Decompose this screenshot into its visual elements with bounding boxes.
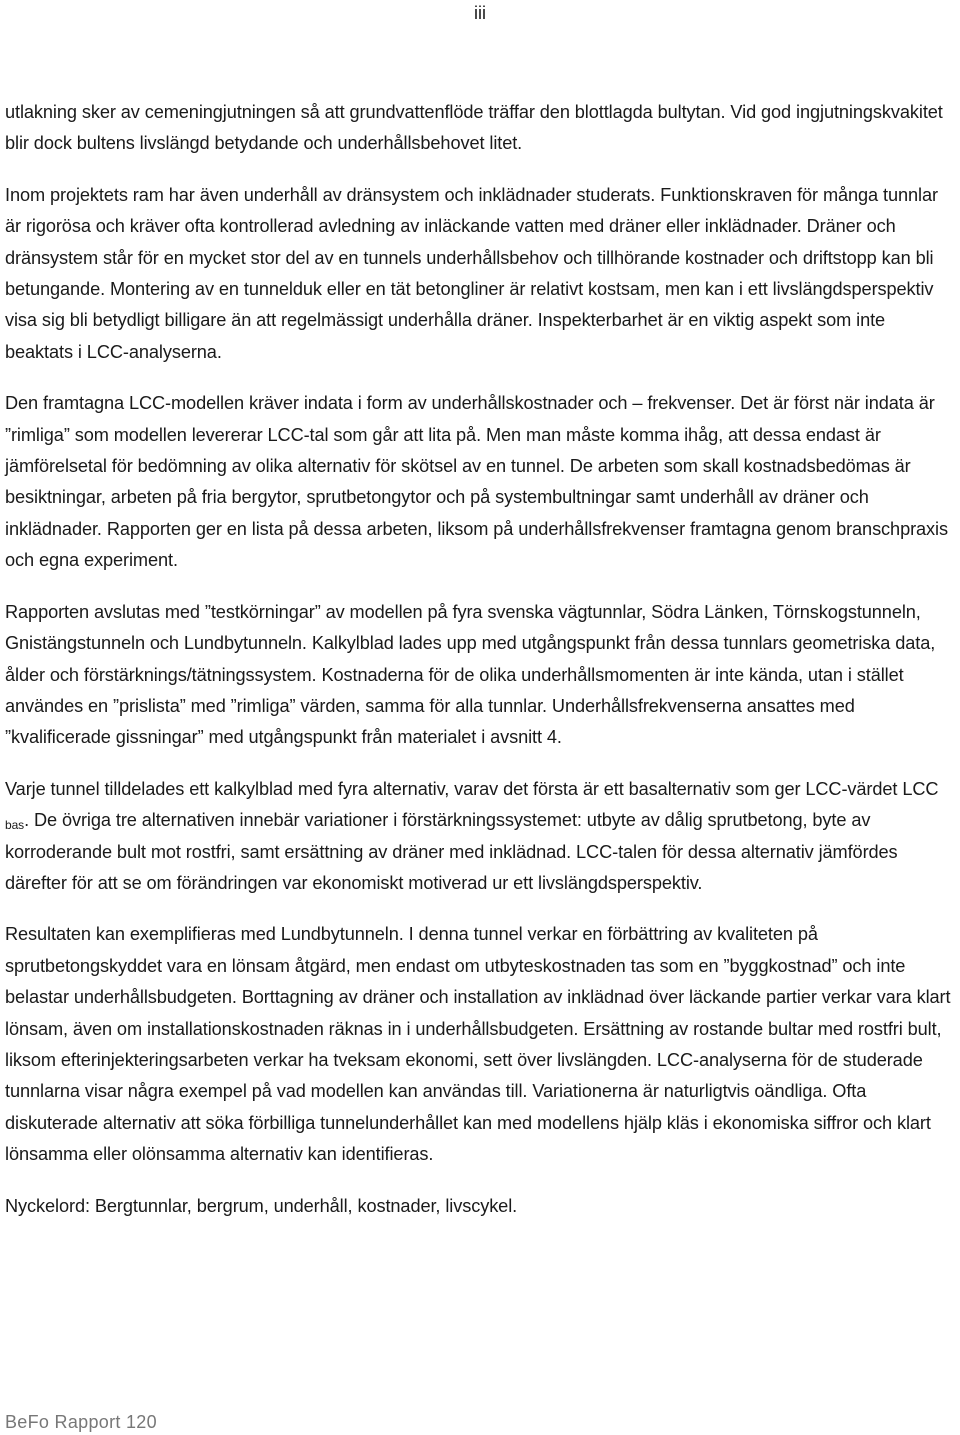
report-footer: BeFo Rapport 120 (5, 1412, 157, 1432)
paragraph-leaching: utlakning sker av cemeningjutningen så att grundvattenflöde träffar den blottlagda bultytan. Vid god ingjutningskvakitet blir dock bultens livslängd betydande och underhållsbehovet litet. (5, 102, 943, 154)
alternatives-text-end: . De övriga tre alternativen innebär variationer i förstärkningssystemet: utbyte av dålig sprutbetong, byte av korroderande bult mot rostfri, samt ersättning av dräner med inklädnad. LCC-talen för dessa alternativ jämfördes därefter för att se om förändringen var ekonomiskt motiverad ur ett livslängdsperspektiv. (5, 810, 898, 893)
lcc-bas-subscript: bas (5, 818, 25, 833)
paragraph-lcc-model-input: Den framtagna LCC-modellen kräver indata i form av underhållskostnader och – frekvenser. Det är först när indata är ”rimliga” som modellen levererar LCC-tal som går att lita på. Men man måste komma ihåg, att dessa endast är jämförelsetal för bedömning av olika alternativ för skötsel av en tunnel. De arbeten som skall kostnadsbedömas är besiktningar, arbeten på fria bergytor, sprutbetongytor och på systembultningar samt underhåll av dräner och inklädnader. Rapporten ger en lista på dessa arbeten, liksom på underhållsfrekvenser framtagna genom branschpraxis och egna experiment. (5, 393, 948, 571)
paragraph-drainage-systems: Inom projektets ram har även underhåll av dränsystem och inklädnader studerats. Funktionskraven för många tunnlar är rigorösa och kräver ofta kontrollerad avledning av inläckande vatten med dräner eller inklädnader. Dräner och dränsystem står för en mycket stor del av en tunnels underhållsbehov och tillhörande kostnader och driftstopp kan bli betungande. Montering av en tunnelduk eller en tät betongliner är relativt kostsam, men kan i ett livslängdsperspektiv visa sig bli betydligt billigare än att regelmässigt underhålla dräner. Inspekterbarhet är en viktig aspekt som inte beaktats i LCC-analyserna. (5, 184, 938, 362)
alternatives-text-start: Varje tunnel tilldelades ett kalkylblad med fyra alternativ, varav det första är ett basalternativ som ger LCC-värdet LCC (5, 778, 939, 799)
document-body (5, 97, 953, 1222)
paragraph-test-runs: Rapporten avslutas med ”testkörningar” av modellen på fyra svenska vägtunnlar, Södra Länken, Törnskogstunneln, Gnistängstunneln och Lundbytunneln. Kalkylblad lades upp med utgångspunkt från dessa tunnlars geometriska data, ålder och förstärknings/tätningssystem. Kostnaderna för de olika underhållsmomenten är inte kända, utan i stället användes en ”prislista” med ”rimliga” värden, samma för alla tunnlar. Underhållsfrekvenserna ansattes med ”kvalificerade gissningar” med utgångspunkt från materialet i avsnitt 4. (5, 601, 936, 748)
paragraph-keywords: Nyckelord: Bergtunnlar, bergrum, underhåll, kostnader, livscykel. (5, 1195, 518, 1216)
paragraph-alternatives (5, 774, 953, 900)
paragraph-results: Resultaten kan exemplifieras med Lundbytunneln. I denna tunnel verkar en förbättring av kvaliteten på sprutbetongskyddet vara en lönsam åtgärd, men endast om utbyteskostnaden tas som en ”byggkostnad” och inte belastar underhållsbudgeten. Borttagning av dräner och installation av inklädnad över läckande partier verkar vara klart lönsam, även om installationskostnaden räknas in i underhållsbudgeten. Ersättning av rostande bultar med rostfri bult, liksom efterinjekteringsarbeten verkar ha tveksam ekonomi, sett över livslängden. LCC-analyserna för de studerade tunnlarna visar några exempel på vad modellen kan användas till. Variationerna är naturligtvis oändliga. Ofta diskuterade alternativ att söka förbilliga tunnelunderhållet kan med modellens hjälp kläs i ekonomiska siffror och klart lönsamma eller olönsamma alternativ kan identifieras. (5, 924, 951, 1165)
page-number: iii (474, 3, 486, 23)
